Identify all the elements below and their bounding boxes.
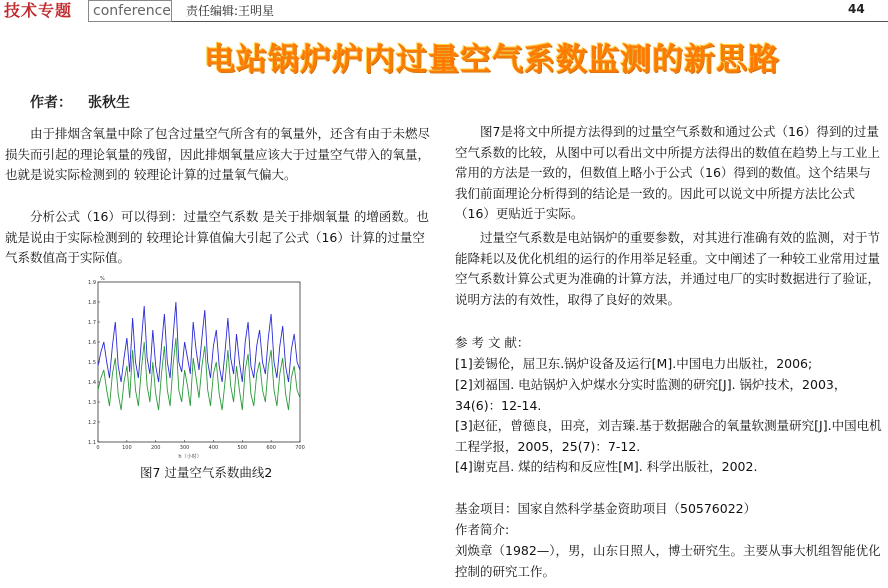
section-tag: 技术专题 [4,1,73,20]
reference-item: [3]赵征，曾德良，田亮，刘吉臻.基于数据融合的氧量软测量研究[J].中国电机工程学报，2005，25(7)：7-12. [455,418,882,454]
author-line [30,92,130,112]
reference-item: [4]谢克昌. 煤的结构和反应性[M]. 科学出版社，2002. [455,459,758,474]
fund-note: 基金项目：国家自然科学基金资助项目（50576022） [455,501,757,516]
x-tick-label: 100 [122,445,132,451]
plot-area [98,282,300,442]
right-paragraph-1: 图7是将文中所提方法得到的过量空气系数和通过公式（16）得到的过量空气系数的比较，从图中可以看出文中所提方法得出的数值在趋势上与工业上常用的方法是一致的，但数值上略小于公式（16）得到的数值。这个结果与我们前面理论分析得到的结论是一致的。因此可以说文中所提方法比公式（16）更贴近于实际。 [455,124,881,221]
figure-7 [80,274,306,460]
line-chart [80,274,306,460]
left-paragraph-1: 由于排烟含氧量中除了包含过量空气所含有的氧量外，还含有由于未燃尽损失而引起的理论氧量的残留，因此排烟氧量应该大于过量空气带入的氧量，也就是说实际检测到的 较理论计算的过量氧气偏大。 [5,126,431,182]
y-tick-label: 1.4 [88,380,96,386]
article-title: 电站锅炉炉内过量空气系数监测的新思路 [204,42,780,78]
x-tick-label: 600 [266,445,276,451]
author-label: 作者： [30,95,72,111]
author-intro: 刘焕章（1982—），男，山东日照人，博士研究生。主要从事大机组智能优化控制的研究工作。 [455,543,881,579]
reference-item: [2]刘福国. 电站锅炉入炉煤水分实时监测的研究[J]. 锅炉技术，2003，34(6)：12-14. [455,377,847,413]
author-intro-label: 作者简介: [455,522,510,537]
y-tick-label: 1.5 [88,360,96,366]
y-tick-label: 1.6 [88,340,96,346]
x-tick-label: 700 [295,445,305,451]
y-tick-label: 1.8 [88,300,96,306]
editor-credit: 责任编辑:王明星 [186,4,275,18]
x-tick-label: 300 [179,445,190,451]
x-tick-label: 400 [208,445,219,451]
right-paragraph-2: 过量空气系数是电站锅炉的重要参数，对其进行准确有效的监测，对于节能降耗以及优化机组的运行的作用举足轻重。文中阐述了一种较工业常用过量空气系数计算公式更为准确的计算方法，并通过电厂的实时数据进行了验证，说明方法的有效性，取得了良好的效果。 [455,230,881,307]
conference-label: conference [88,0,172,22]
y-tick-label: 1.7 [88,320,96,326]
references-heading: 参 考 文 献： [455,335,530,350]
page-header [0,0,888,24]
left-paragraph-2: 分析公式（16）可以得到：过量空气系数 是关于排烟氧量 的增函数。也就是说由于实际检测到的 较理论计算值偏大引起了公式（16）计算的过量空气系数值高于实际值。 [5,209,429,265]
reference-item: [1]姜锡伦，屈卫东.锅炉设备及运行[M].中国电力出版社，2006; [455,356,813,371]
y-tick-label: 1.9 [88,280,96,286]
x-tick-label: 500 [237,445,248,451]
figure-caption: 图7 过量空气系数曲线2 [140,465,273,480]
x-axis-label: h（小时） [178,454,202,460]
x-tick-label: 200 [150,445,161,451]
y-tick-label: 1.2 [88,420,96,426]
header-rule [172,21,888,22]
y-axis-unit: % [100,276,105,282]
y-tick-label: 1.3 [88,400,96,406]
x-tick-label: 0 [96,445,100,451]
author-name: 张秋生 [88,95,130,111]
y-tick-label: 1.1 [88,440,96,446]
page-number: 44 [848,2,865,16]
